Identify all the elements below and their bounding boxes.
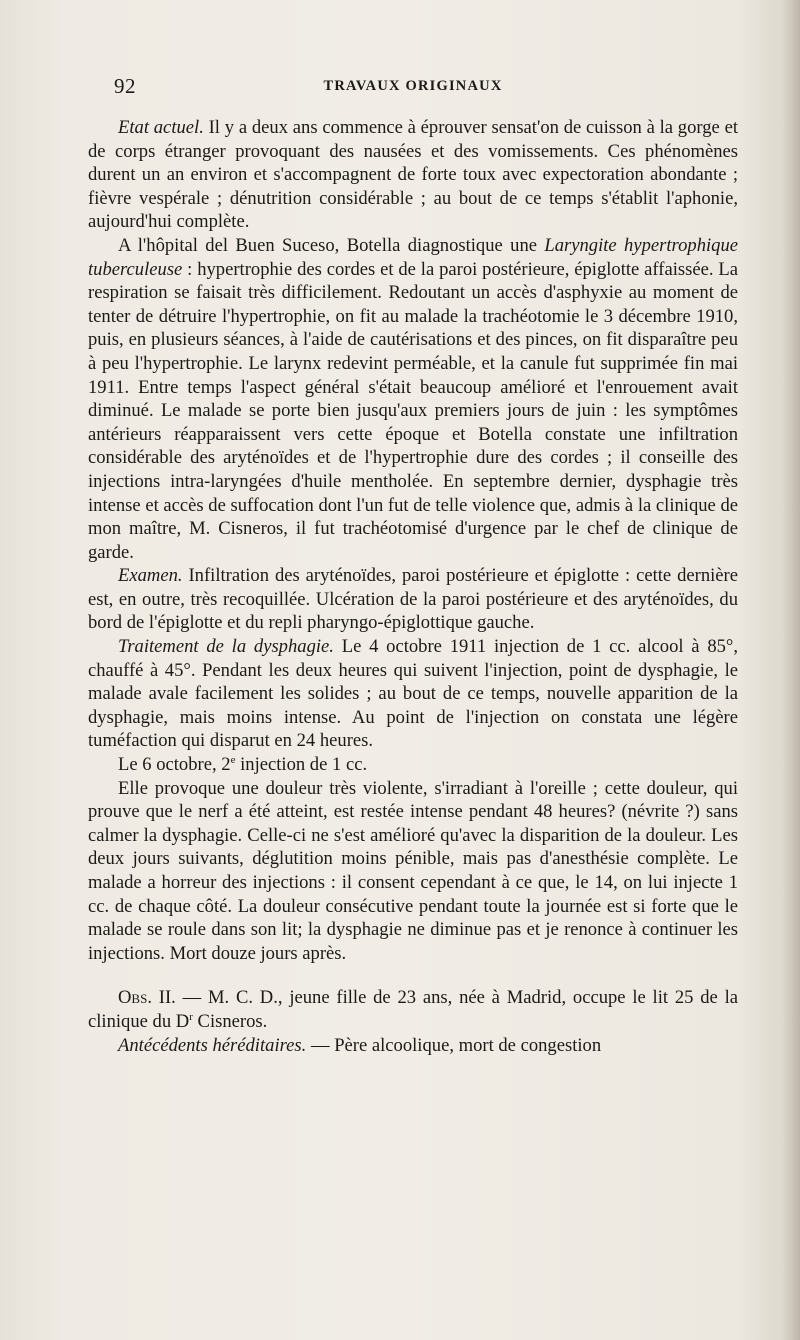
paragraph-obs-ii bbox=[88, 986, 738, 1033]
journal-title: TRAVAUX ORIGINAUX bbox=[323, 78, 503, 94]
paragraph-text: — Père alcoolique, mort de congestion bbox=[306, 1034, 602, 1056]
diagnosis-emphasis: Laryngite hypertrophique tuberculeuse bbox=[88, 234, 738, 280]
paragraph-text: injection de 1 cc. bbox=[235, 754, 368, 776]
observation-label: Obs. II. bbox=[118, 987, 176, 1009]
section-label-etat-actuel: Etat actuel. bbox=[118, 117, 204, 138]
paragraph-text: — M. C. D., jeune fille de 23 ans, née à Madrid, occupe le lit 25 de la clinique du D bbox=[88, 987, 738, 1032]
paragraph-text: Cisneros. bbox=[192, 1010, 268, 1032]
section-label-traitement: Traitement de la dysphagie. bbox=[118, 636, 334, 658]
paragraph-antecedents bbox=[88, 1034, 738, 1058]
ordinal-superscript: e bbox=[230, 753, 236, 766]
paragraph-douleur bbox=[88, 777, 738, 966]
paragraph-text: : hypertrophie des cordes et de la paroi postérieure, épiglotte affaissée. La respiration se faisait très difficilement. Redoutant un accès d'asphyxie au moment de tenter de détruire l'hypertrophie, on fit au malade la trachéotomie le 3 décembre 1910, puis, en plusieurs séances, à l'aide de cautérisations et des pinces, on fit disparaître peu à peu l'hypertrophie. Le larynx redevint perméable, et la canule fut supprimée fin mai 1911. Entre temps l'aspect général s'était beaucoup amélioré et l'enrouement avait diminué. Le malade se porte bien jusqu'aux premiers jours de juin : les symptômes antérieurs réapparaissent vers cette époque et Botella constate une infiltration considérable des aryténoïdes et de l'hypertrophie dure des cordes ; il conseille des injections intra-laryngées d'huile mentholée. En septembre dernier, dysphagie très intense et accès de suffocation dont l'un fut de telle violence que, admis à la clinique de mon maître, M. Cisneros, il fut trachéotomisé d'urgence par le chef de clinique de garde. bbox=[88, 258, 738, 563]
paragraph-hopital bbox=[88, 234, 738, 564]
article-body bbox=[88, 116, 738, 1057]
paragraph-text: Infiltration des aryténoïdes, paroi postérieure et épiglotte : cette dernière est, en outre, très recoquillée. Ulcération de la paroi postérieure et des aryténoïdes, du bord de l'épiglotte et du repli pharyngo-épiglottique gauche. bbox=[88, 565, 738, 634]
page-number: 92 bbox=[114, 74, 136, 98]
section-label-examen: Examen. bbox=[118, 565, 183, 587]
paragraph-text: Elle provoque une douleur très violente, s'irradiant à l'oreille ; cette douleur, qui prouve que le nerf a été atteint, est restée intense pendant 48 heures? (névrite ?) sans calmer la dysphagie. Celle-ci ne s'est amélioré qu'avec la disparition de la douleur. Les deux jours suivants, déglutition moins pénible, mais pas d'anesthésie complète. Le malade a horreur des injections : il consent cependant à ce que, le 14, on lui injecte 1 cc. de chaque côté. La douleur consécutive pendant toute la journée est si forte que le malade se roule dans son lit; la dysphagie ne diminue pas et je renonce à continuer les injections. Mort douze jours après. bbox=[88, 777, 738, 964]
paragraph-text: Le 4 octobre 1911 injection de 1 cc. alcool à 85°, chauffé à 45°. Pendant les deux heures qui suivent l'injection, point de dysphagie, le malade avale facilement les solides ; au bout de ce temps, nouvelle apparition de la dysphagie, mais moins intense. Au point de l'injection on constata une légère tuméfaction qui disparut en 24 heures. bbox=[88, 636, 739, 752]
paragraph-6-octobre bbox=[88, 753, 738, 777]
paragraph-traitement bbox=[88, 635, 738, 753]
section-label-antecedents: Antécédents héréditaires. bbox=[118, 1034, 307, 1056]
doctor-superscript: r bbox=[189, 1010, 193, 1023]
paragraph-text: A l'hôpital del Buen Suceso, Botella diagnostique une bbox=[118, 234, 545, 256]
paragraph-text: Le 6 octobre, 2 bbox=[118, 754, 231, 776]
page-edge-shadow bbox=[782, 0, 800, 1340]
paragraph-examen bbox=[88, 564, 738, 635]
paragraph-etat-actuel bbox=[88, 116, 738, 234]
paragraph-text: Il y a deux ans commence à éprouver sensat'on de cuisson à la gorge et de corps étranger provoquant des nausées et des vomissements. Ces phénomènes durent un an environ et s'accompagnent de forte toux avec expectoration abondante ; fièvre vespérale ; dénutrition considérable ; au bout de ce temps s'établit l'aphonie, aujourd'hui complète. bbox=[88, 117, 738, 233]
running-head bbox=[88, 72, 738, 100]
